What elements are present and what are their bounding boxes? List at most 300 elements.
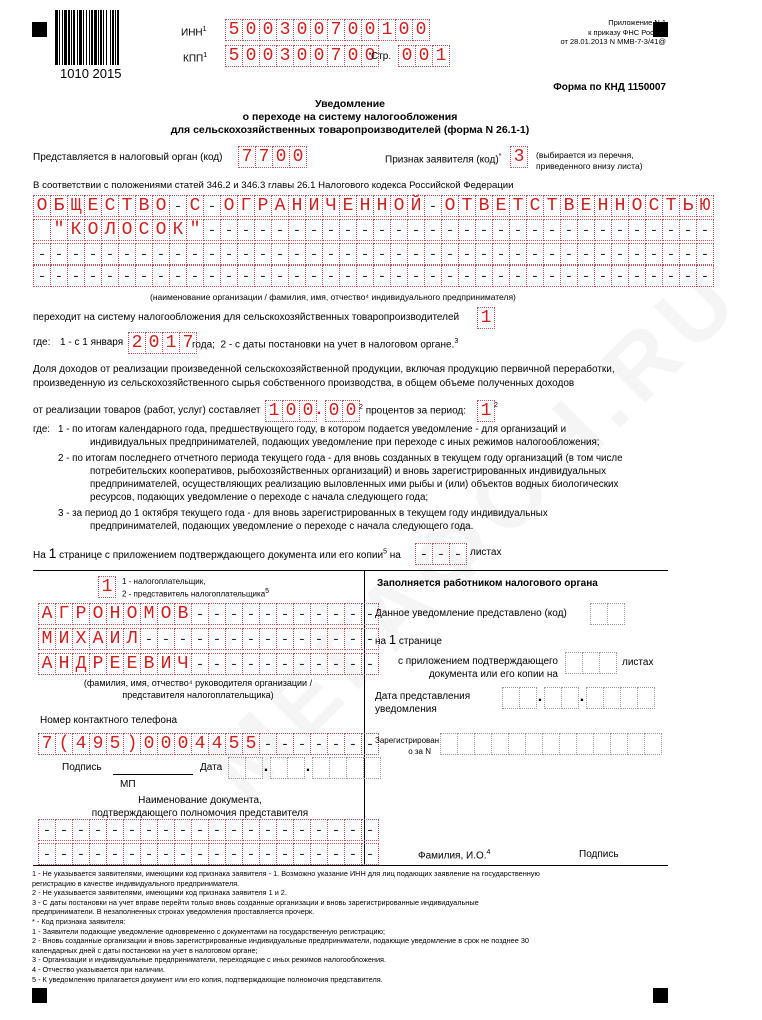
char-cell[interactable]: С	[645, 195, 663, 217]
char-cell[interactable]	[594, 243, 612, 265]
char-cell[interactable]	[288, 243, 306, 265]
char-cell[interactable]: 4	[72, 733, 90, 755]
char-cell[interactable]	[140, 628, 158, 650]
char-cell[interactable]	[254, 243, 272, 265]
char-cell[interactable]	[174, 843, 192, 865]
char-cell[interactable]: 3	[276, 45, 294, 67]
blank-cell[interactable]	[582, 652, 600, 674]
blank-cell[interactable]	[644, 733, 662, 755]
char-cell[interactable]	[89, 819, 107, 841]
office-reg-cells[interactable]	[440, 733, 661, 755]
char-cell[interactable]: 0	[272, 146, 290, 168]
char-cell[interactable]	[449, 543, 467, 565]
date-cell[interactable]	[502, 687, 520, 709]
char-cell[interactable]	[327, 653, 345, 675]
char-cell[interactable]	[407, 219, 425, 241]
char-cell[interactable]: 4	[208, 733, 226, 755]
date-cell[interactable]	[363, 757, 381, 779]
date-cell[interactable]	[586, 687, 604, 709]
char-cell[interactable]: В	[135, 195, 153, 217]
char-cell[interactable]: 0	[310, 45, 328, 67]
char-cell[interactable]: С	[101, 195, 119, 217]
org-name-line-2[interactable]	[33, 219, 713, 241]
char-cell[interactable]	[242, 843, 260, 865]
char-cell[interactable]	[259, 653, 277, 675]
char-cell[interactable]	[361, 819, 379, 841]
share-fraction-cells[interactable]	[325, 400, 359, 422]
signer-date-cells[interactable]	[228, 757, 380, 779]
char-cell[interactable]: Б	[50, 195, 68, 217]
date-cell[interactable]	[245, 757, 263, 779]
char-cell[interactable]: Т	[543, 195, 561, 217]
date-cell[interactable]	[312, 757, 330, 779]
char-cell[interactable]	[288, 265, 306, 287]
char-cell[interactable]	[242, 628, 260, 650]
char-cell[interactable]	[390, 219, 408, 241]
char-cell[interactable]	[526, 243, 544, 265]
char-cell[interactable]: О	[157, 603, 175, 625]
char-cell[interactable]	[225, 843, 243, 865]
char-cell[interactable]	[106, 819, 124, 841]
char-cell[interactable]	[293, 733, 311, 755]
char-cell[interactable]: 7	[327, 19, 345, 41]
char-cell[interactable]: О	[89, 603, 107, 625]
char-cell[interactable]: Н	[594, 195, 612, 217]
char-cell[interactable]	[310, 843, 328, 865]
char-cell[interactable]	[339, 219, 357, 241]
char-cell[interactable]	[492, 265, 510, 287]
char-cell[interactable]	[305, 219, 323, 241]
char-cell[interactable]	[310, 733, 328, 755]
char-cell[interactable]: (	[55, 733, 73, 755]
char-cell[interactable]	[208, 603, 226, 625]
char-cell[interactable]: Н	[288, 195, 306, 217]
char-cell[interactable]: 0	[140, 733, 158, 755]
char-cell[interactable]	[67, 265, 85, 287]
char-cell[interactable]: В	[560, 195, 578, 217]
char-cell[interactable]: Н	[611, 195, 629, 217]
char-cell[interactable]	[242, 603, 260, 625]
doc-name-line-1[interactable]	[38, 819, 378, 841]
char-cell[interactable]: Е	[339, 195, 357, 217]
signer-firstname-cells[interactable]	[38, 628, 378, 650]
blank-cell[interactable]	[627, 733, 645, 755]
char-cell[interactable]	[424, 219, 442, 241]
char-cell[interactable]	[169, 243, 187, 265]
char-cell[interactable]	[373, 219, 391, 241]
char-cell[interactable]	[424, 265, 442, 287]
char-cell[interactable]	[288, 219, 306, 241]
char-cell[interactable]: Н	[356, 195, 374, 217]
char-cell[interactable]: Т	[458, 195, 476, 217]
char-cell[interactable]	[118, 243, 136, 265]
char-cell[interactable]	[458, 219, 476, 241]
year-cells[interactable]	[128, 332, 196, 354]
char-cell[interactable]	[276, 733, 294, 755]
char-cell[interactable]: 0	[398, 45, 416, 67]
char-cell[interactable]	[611, 243, 629, 265]
share-integer-cells[interactable]	[265, 400, 316, 422]
char-cell[interactable]: Р	[72, 603, 90, 625]
char-cell[interactable]	[293, 843, 311, 865]
char-cell[interactable]: 3	[510, 146, 528, 168]
char-cell[interactable]	[310, 653, 328, 675]
char-cell[interactable]	[577, 219, 595, 241]
char-cell[interactable]: 5	[225, 45, 243, 67]
char-cell[interactable]: 0	[242, 19, 260, 41]
char-cell[interactable]	[577, 265, 595, 287]
char-cell[interactable]	[276, 628, 294, 650]
char-cell[interactable]	[33, 243, 51, 265]
char-cell[interactable]	[191, 843, 209, 865]
phone-cells[interactable]	[38, 733, 378, 755]
blank-cell[interactable]	[457, 733, 475, 755]
char-cell[interactable]: А	[38, 603, 56, 625]
char-cell[interactable]	[322, 243, 340, 265]
org-name-line-3[interactable]	[33, 243, 713, 265]
char-cell[interactable]	[276, 843, 294, 865]
char-cell[interactable]: Г	[237, 195, 255, 217]
char-cell[interactable]	[203, 195, 221, 217]
char-cell[interactable]	[327, 733, 345, 755]
char-cell[interactable]	[220, 219, 238, 241]
char-cell[interactable]	[475, 243, 493, 265]
char-cell[interactable]	[458, 265, 476, 287]
char-cell[interactable]	[191, 628, 209, 650]
char-cell[interactable]: 1	[432, 45, 450, 67]
blank-cell[interactable]	[491, 733, 509, 755]
char-cell[interactable]: О	[84, 219, 102, 241]
char-cell[interactable]	[293, 819, 311, 841]
char-cell[interactable]: С	[526, 195, 544, 217]
doc-name-line-2[interactable]	[38, 843, 378, 865]
char-cell[interactable]	[106, 843, 124, 865]
char-cell[interactable]: 4	[191, 733, 209, 755]
char-cell[interactable]	[237, 265, 255, 287]
blank-cell[interactable]	[542, 733, 560, 755]
char-cell[interactable]: "	[186, 219, 204, 241]
char-cell[interactable]	[208, 653, 226, 675]
char-cell[interactable]	[55, 819, 73, 841]
char-cell[interactable]: К	[67, 219, 85, 241]
char-cell[interactable]: О	[441, 195, 459, 217]
char-cell[interactable]	[33, 219, 51, 241]
applicant-code-cell[interactable]	[510, 146, 527, 168]
char-cell[interactable]: Н	[106, 603, 124, 625]
char-cell[interactable]	[55, 843, 73, 865]
char-cell[interactable]	[696, 265, 714, 287]
char-cell[interactable]	[432, 543, 450, 565]
char-cell[interactable]	[38, 843, 56, 865]
char-cell[interactable]	[276, 603, 294, 625]
char-cell[interactable]: 0	[289, 146, 307, 168]
char-cell[interactable]	[208, 628, 226, 650]
char-cell[interactable]: 1	[98, 576, 116, 598]
char-cell[interactable]	[174, 819, 192, 841]
char-cell[interactable]: Ь	[679, 195, 697, 217]
char-cell[interactable]	[543, 243, 561, 265]
char-cell[interactable]	[50, 243, 68, 265]
char-cell[interactable]	[327, 628, 345, 650]
char-cell[interactable]	[220, 265, 238, 287]
char-cell[interactable]	[696, 219, 714, 241]
char-cell[interactable]	[679, 219, 697, 241]
char-cell[interactable]: 1	[477, 307, 495, 329]
char-cell[interactable]	[662, 265, 680, 287]
office-date-cells[interactable]	[502, 687, 654, 709]
char-cell[interactable]	[237, 219, 255, 241]
char-cell[interactable]	[509, 265, 527, 287]
char-cell[interactable]	[475, 265, 493, 287]
share-period-cell[interactable]	[477, 400, 494, 422]
char-cell[interactable]	[492, 243, 510, 265]
char-cell[interactable]: 0	[361, 45, 379, 67]
blank-cell[interactable]	[559, 733, 577, 755]
office-code-cells[interactable]	[590, 603, 624, 625]
char-cell[interactable]: 0	[361, 19, 379, 41]
date-cell[interactable]	[603, 687, 621, 709]
char-cell[interactable]	[152, 265, 170, 287]
char-cell[interactable]	[259, 628, 277, 650]
char-cell[interactable]: С	[186, 195, 204, 217]
char-cell[interactable]: Л	[123, 628, 141, 650]
char-cell[interactable]: Е	[84, 195, 102, 217]
char-cell[interactable]	[135, 243, 153, 265]
char-cell[interactable]	[310, 628, 328, 650]
char-cell[interactable]: 5	[225, 733, 243, 755]
date-cell[interactable]	[544, 687, 562, 709]
char-cell[interactable]	[169, 265, 187, 287]
char-cell[interactable]: Е	[577, 195, 595, 217]
org-name-line-4[interactable]	[33, 265, 713, 287]
char-cell[interactable]	[611, 219, 629, 241]
char-cell[interactable]: М	[38, 628, 56, 650]
char-cell[interactable]: 1	[378, 19, 396, 41]
char-cell[interactable]	[33, 265, 51, 287]
char-cell[interactable]	[407, 265, 425, 287]
date-cell[interactable]	[228, 757, 246, 779]
char-cell[interactable]	[293, 628, 311, 650]
char-cell[interactable]	[344, 628, 362, 650]
char-cell[interactable]: Т	[118, 195, 136, 217]
char-cell[interactable]	[526, 219, 544, 241]
char-cell[interactable]: 3	[276, 19, 294, 41]
char-cell[interactable]	[679, 243, 697, 265]
blank-cell[interactable]	[599, 652, 617, 674]
char-cell[interactable]	[327, 819, 345, 841]
char-cell[interactable]: О	[390, 195, 408, 217]
char-cell[interactable]: Д	[72, 653, 90, 675]
char-cell[interactable]: 7	[327, 45, 345, 67]
char-cell[interactable]: В	[140, 653, 158, 675]
char-cell[interactable]	[662, 219, 680, 241]
char-cell[interactable]	[225, 819, 243, 841]
blank-cell[interactable]	[590, 603, 608, 625]
char-cell[interactable]	[361, 843, 379, 865]
char-cell[interactable]: 7	[179, 332, 197, 354]
char-cell[interactable]: 9	[89, 733, 107, 755]
char-cell[interactable]: О	[152, 195, 170, 217]
char-cell[interactable]	[543, 265, 561, 287]
char-cell[interactable]	[356, 265, 374, 287]
char-cell[interactable]: "	[50, 219, 68, 241]
char-cell[interactable]: Е	[123, 653, 141, 675]
blank-cell[interactable]	[525, 733, 543, 755]
blank-cell[interactable]	[474, 733, 492, 755]
blank-cell[interactable]	[508, 733, 526, 755]
blank-cell[interactable]	[565, 652, 583, 674]
char-cell[interactable]	[344, 819, 362, 841]
date-cell[interactable]	[561, 687, 579, 709]
char-cell[interactable]	[611, 265, 629, 287]
char-cell[interactable]: Г	[55, 603, 73, 625]
char-cell[interactable]: 0	[259, 19, 277, 41]
char-cell[interactable]	[628, 243, 646, 265]
office-sheets-cells[interactable]	[565, 652, 616, 674]
char-cell[interactable]	[594, 265, 612, 287]
char-cell[interactable]	[203, 243, 221, 265]
char-cell[interactable]: 0	[342, 400, 360, 422]
char-cell[interactable]	[152, 243, 170, 265]
inn-cells[interactable]	[225, 19, 429, 41]
char-cell[interactable]: Л	[101, 219, 119, 241]
char-cell[interactable]	[361, 653, 379, 675]
char-cell[interactable]	[50, 265, 68, 287]
char-cell[interactable]	[72, 819, 90, 841]
org-name-line-1[interactable]	[33, 195, 713, 217]
authority-code-cells[interactable]	[238, 146, 306, 168]
date-cell[interactable]	[519, 687, 537, 709]
char-cell[interactable]: Е	[106, 653, 124, 675]
char-cell[interactable]	[242, 653, 260, 675]
char-cell[interactable]	[543, 219, 561, 241]
char-cell[interactable]: 2	[128, 332, 146, 354]
char-cell[interactable]: 0	[310, 19, 328, 41]
char-cell[interactable]: 0	[242, 45, 260, 67]
char-cell[interactable]	[84, 243, 102, 265]
char-cell[interactable]: 0	[157, 733, 175, 755]
char-cell[interactable]	[560, 243, 578, 265]
char-cell[interactable]	[305, 243, 323, 265]
char-cell[interactable]	[157, 628, 175, 650]
date-cell[interactable]	[270, 757, 288, 779]
char-cell[interactable]: Ю	[696, 195, 714, 217]
char-cell[interactable]: И	[55, 628, 73, 650]
char-cell[interactable]	[679, 265, 697, 287]
char-cell[interactable]: 0	[174, 733, 192, 755]
signer-type-cell[interactable]	[98, 576, 115, 598]
char-cell[interactable]	[72, 843, 90, 865]
char-cell[interactable]: Ч	[174, 653, 192, 675]
char-cell[interactable]	[339, 265, 357, 287]
char-cell[interactable]: И	[106, 628, 124, 650]
char-cell[interactable]: 0	[145, 332, 163, 354]
blank-cell[interactable]	[576, 733, 594, 755]
char-cell[interactable]	[203, 219, 221, 241]
char-cell[interactable]	[305, 265, 323, 287]
char-cell[interactable]	[696, 243, 714, 265]
blank-cell[interactable]	[593, 733, 611, 755]
char-cell[interactable]	[276, 653, 294, 675]
char-cell[interactable]	[509, 243, 527, 265]
char-cell[interactable]: 5	[106, 733, 124, 755]
char-cell[interactable]	[38, 819, 56, 841]
blank-cell[interactable]	[440, 733, 458, 755]
char-cell[interactable]	[101, 243, 119, 265]
char-cell[interactable]	[259, 843, 277, 865]
char-cell[interactable]	[344, 653, 362, 675]
char-cell[interactable]	[344, 733, 362, 755]
char-cell[interactable]	[373, 265, 391, 287]
char-cell[interactable]: 7	[38, 733, 56, 755]
char-cell[interactable]: 7	[255, 146, 273, 168]
char-cell[interactable]	[254, 265, 272, 287]
char-cell[interactable]: О	[123, 603, 141, 625]
date-cell[interactable]	[287, 757, 305, 779]
char-cell[interactable]: 0	[325, 400, 343, 422]
char-cell[interactable]: А	[89, 628, 107, 650]
char-cell[interactable]	[310, 603, 328, 625]
char-cell[interactable]	[373, 243, 391, 265]
char-cell[interactable]: 0	[415, 45, 433, 67]
char-cell[interactable]: Й	[407, 195, 425, 217]
char-cell[interactable]: О	[152, 219, 170, 241]
char-cell[interactable]	[67, 243, 85, 265]
signer-patronymic-cells[interactable]	[38, 653, 378, 675]
char-cell[interactable]	[191, 603, 209, 625]
char-cell[interactable]	[169, 195, 187, 217]
char-cell[interactable]	[492, 219, 510, 241]
char-cell[interactable]	[458, 243, 476, 265]
char-cell[interactable]	[509, 219, 527, 241]
char-cell[interactable]: 5	[225, 19, 243, 41]
char-cell[interactable]	[186, 243, 204, 265]
char-cell[interactable]: Е	[492, 195, 510, 217]
char-cell[interactable]	[237, 243, 255, 265]
char-cell[interactable]	[628, 265, 646, 287]
char-cell[interactable]: К	[169, 219, 187, 241]
char-cell[interactable]	[441, 219, 459, 241]
date-cell[interactable]	[620, 687, 638, 709]
char-cell[interactable]	[259, 603, 277, 625]
char-cell[interactable]: О	[33, 195, 51, 217]
char-cell[interactable]: Т	[509, 195, 527, 217]
blank-cell[interactable]	[607, 603, 625, 625]
char-cell[interactable]	[645, 243, 663, 265]
char-cell[interactable]	[441, 243, 459, 265]
char-cell[interactable]: Т	[662, 195, 680, 217]
char-cell[interactable]	[327, 603, 345, 625]
char-cell[interactable]	[322, 219, 340, 241]
char-cell[interactable]: )	[123, 733, 141, 755]
char-cell[interactable]	[475, 219, 493, 241]
char-cell[interactable]	[645, 219, 663, 241]
char-cell[interactable]	[140, 819, 158, 841]
char-cell[interactable]	[157, 843, 175, 865]
signer-lastname-cells[interactable]	[38, 603, 378, 625]
date-cell[interactable]	[346, 757, 364, 779]
char-cell[interactable]	[208, 819, 226, 841]
char-cell[interactable]	[344, 603, 362, 625]
char-cell[interactable]: Н	[55, 653, 73, 675]
char-cell[interactable]: Р	[254, 195, 272, 217]
char-cell[interactable]	[191, 653, 209, 675]
char-cell[interactable]: М	[140, 603, 158, 625]
char-cell[interactable]	[191, 819, 209, 841]
char-cell[interactable]	[424, 195, 442, 217]
char-cell[interactable]	[390, 243, 408, 265]
char-cell[interactable]	[339, 243, 357, 265]
